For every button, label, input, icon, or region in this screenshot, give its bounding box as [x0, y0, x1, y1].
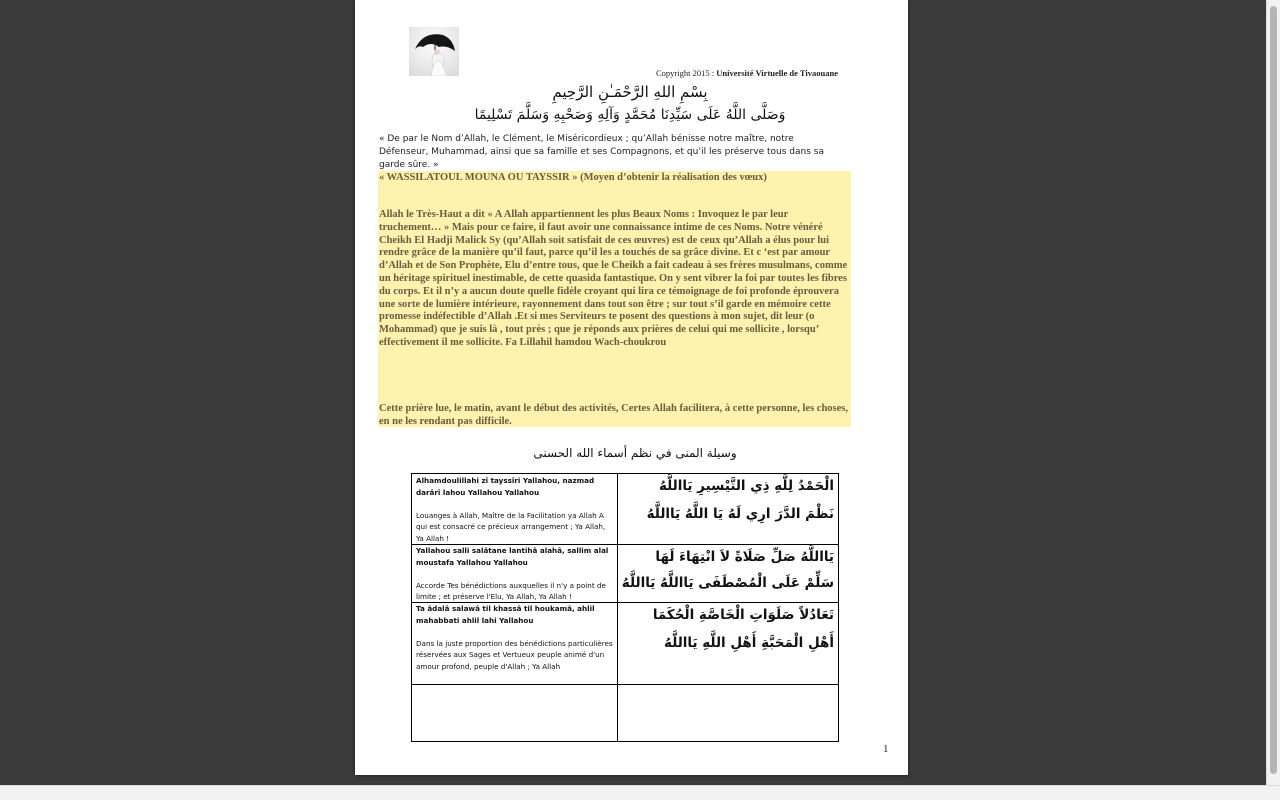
verse-1-arabic-line-2: نَظْمَ الدَّرَ ارِي لَهُ يَا اللَّهُ يَااللَّهُ: [646, 506, 834, 522]
verse-3-arabic-line-1: تَعَادُلاً صَلَوَاتِ الْخَاصَّةِ الْحُكَمَا: [652, 607, 834, 623]
verse-2-translation: Accorde Tes bénédictions auxquelles il n'y a point de limite ; et préserve l'Elu, Ya Allah, Ya Allah !: [416, 580, 606, 602]
verse-2-arabic-line-1: يَااللَّهُ صَلِّ صَلَاةً لاَ انْتِهَاءَ لَهَا: [655, 549, 834, 565]
page-number: 1: [883, 743, 889, 755]
scroll-thumb[interactable]: [1270, 6, 1277, 774]
umbrella-figure-icon: [409, 27, 459, 76]
verse-2-latin-cell: [416, 545, 614, 603]
verse-1-transliteration: Alhamdoulillahi zî tayssîri Yallahou, nazmad darârî lahou Yallahou Yallahou: [416, 476, 595, 497]
verse-2-arabic-line-2: سَلِّمْ عَلَى الْمُصْطَفَى يَااللَّهُ يَااللَّهُ: [621, 575, 834, 591]
verse-3-latin-cell: [416, 603, 614, 673]
verse-1-latin-cell: [416, 475, 614, 545]
verse-1-arabic-line-1: الْحَمْدُ لِلَّهِ ذِي التَّيْسِيرِ يَااللَّهُ: [658, 478, 834, 494]
poem-title: وسيلة المنى في نظم أسماء الله الحسنى: [533, 446, 737, 460]
copyright-prefix: Copyright 2015 :: [656, 68, 717, 78]
verse-1-translation: Louanges à Allah, Maître de la Facilitation ya Allah A qui est consacré ce précieux arrangement ; Ya Allah, Ya Allah !: [416, 510, 606, 543]
copyright-organization: Université Virtuelle de Tivaouane: [716, 68, 838, 78]
logo-image: [409, 27, 459, 76]
copyright-notice: [656, 68, 856, 78]
column-divider: [617, 474, 618, 741]
verse-2-transliteration: Yallahou salli salâtane lantihâ alahâ, sallim alal moustafa Yallahou Yallahou: [416, 546, 609, 567]
verse-3-arabic-line-2: أَهْلِ الْمَحَبَّةِ أَهْلِ اللَّهِ يَااللَّهُ: [664, 635, 834, 651]
vertical-scrollbar[interactable]: [1266, 0, 1280, 785]
section-body: Allah le Très-Haut a dit « A Allah appartiennent les plus Beaux Noms : Invoquez le par leur truchement… » Mais pour ce faire, il faut avoir une connaissance intime de ces Noms. Notre vénéré Cheikh El Hadji Malick Sy (qu’Allah soit satisfait de ces œuvres) est de ceux qu’Allah a élus pour lui rendre grâce de la manière qu’il faut, parce qu’il les a touchés de sa grâce divine. Et c ‘est par amour d’Allah et de Son Prophète, Elu d’entre tous, que le Cheikh a fait cadeau à ses frères musulmans, comme un héritage spirituel inestimable, de cette quasida fantastique. On y sent vibrer la foi par toutes les fibres du corps. Et il n’y a aucun doute quelle fidèle croyant qui lira ce témoignage de foi profonde éprouvera une sorte de lumière intérieure, rayonnement dans tout son être ; sur tout s’il garde en mémoire cette promesse indéfectible d’Allah .Et si mes Serviteurs te posent des questions à mon sujet, dit leur (o Mohammad) que je suis là , tout près ; que je réponds aux prières de celui qui me sollicite , lorsqu’ effectivement il me sollicite. Fa Lillahil hamdou Wach-choukrou: [379, 209, 848, 348]
horizontal-scrollbar[interactable]: [0, 785, 1280, 800]
document-page: [355, 0, 908, 775]
poem-table: [411, 473, 839, 742]
verse-3-translation: Dans la juste proportion des bénédictions particulières réservées aux Sages et Vertueux peuple animé d'un amour profond, peuple d'Allah ; Ya Allah: [416, 638, 613, 671]
basmala-heading: بِسْمِ اللهِ الرَّحْمَـٰنِ الرَّحِيمِ: [552, 83, 708, 101]
section-title: « WASSILATOUL MOUNA OU TAYSSIR » (Moyen d’obtenir la réalisation des vœux): [379, 172, 767, 183]
verse-3-transliteration: Ta âdalâ salawâ til khassâ til houkamâ, ahlil mahabbati ahlil lahi Yallahou: [416, 604, 595, 625]
salat-heading: وَصَلَّى اللَّهُ عَلَى سَيِّدِنَا مُحَمَّدٍ وَآلِهِ وَصَحْبِهِ وَسَلَّمَ تَسْلِيمًا: [474, 107, 786, 123]
section-footer: Cette prière lue, le matin, avant le début des activités, Certes Allah facilitera, à cette personne, les choses, en ne les rendant pas difficile.: [379, 403, 848, 427]
basmala-translation: « De par le Nom d’Allah, le Clément, le Miséricordieux ; qu’Allah bénisse notre maître, notre Défenseur, Muhammad, ainsi que sa famille et ses Compagnons, et qu’il les préserve tous dans sa garde sûre. »: [379, 134, 824, 170]
row-divider: [412, 684, 838, 685]
